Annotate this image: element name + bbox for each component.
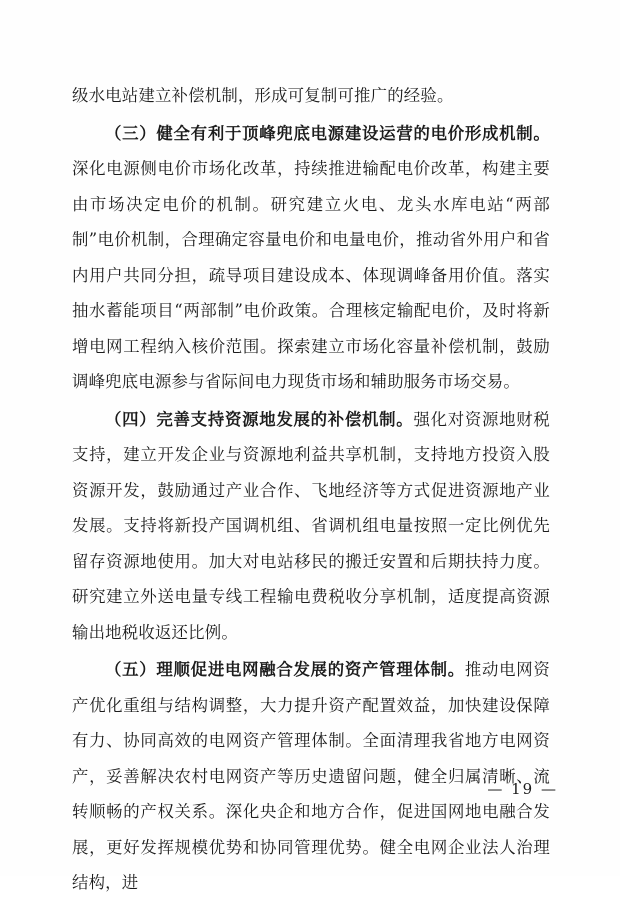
section-heading-three: （三）健全有利于顶峰兜底电源建设运营的电价形成机制。	[105, 123, 550, 143]
page-number: — 19 —	[487, 780, 558, 798]
paragraph-text: 推动电网资产优化重组与结构调整，大力提升资产配置效益，加快建设保障有力、协同高效的电网资产管理体制。全面清理我省地方电网资产，妥善解决农村电网资产等历史遗留问题，健全归属清晰、流转顺畅的产权关系。深化央企和地方合作，促进国网地电融合发展，更好发挥规模优势和协同管理优势。健全电网企业法人治理结构，进	[72, 660, 551, 892]
section-heading-five: （五）理顺促进电网融合发展的资产管理体制。	[105, 660, 465, 679]
paragraph-section-five	[72, 652, 550, 901]
paragraph-text: 强化对资源地财税支持，建立开发企业与资源地利益共享机制，支持地方投资入股资源开发，鼓励通过产业合作、飞地经济等方式促进资源地产业发展。支持将新投产国调机组、省调机组电量按照一定比例优先留存资源地使用。加大对电站移民的搬迁安置和后期扶持力度。研究建立外送电量专线工程输电费税收分享机制，适度提高资源输出地税收返还比例。	[72, 409, 550, 642]
paragraph-section-four	[72, 402, 550, 651]
paragraph-text: 深化电源侧电价市场化改革，持续推进输配电价改革，构建主要由市场决定电价的机制。研究建立火电、龙头水库电站“两部制”电价机制，合理确定容量电价和电量电价，推动省外用户和省内用户共同分担，疏导项目建设成本、体现调峰备用价值。落实抽水蓄能项目“两部制”电价政策。合理核定输配电价，及时将新增电网工程纳入核价范围。探索建立市场化容量补偿机制，鼓励调峰兜底电源参与省际间电力现货市场和辅助服务市场交易。	[72, 159, 550, 391]
section-heading-four: （四）完善支持资源地发展的补偿机制。	[105, 409, 414, 429]
paragraph-text: 级水电站建立补偿机制，形成可复制可推广的经验。	[72, 86, 454, 105]
paragraph-section-three	[72, 116, 550, 400]
paragraph-continued	[72, 78, 550, 114]
document-body	[72, 78, 550, 903]
